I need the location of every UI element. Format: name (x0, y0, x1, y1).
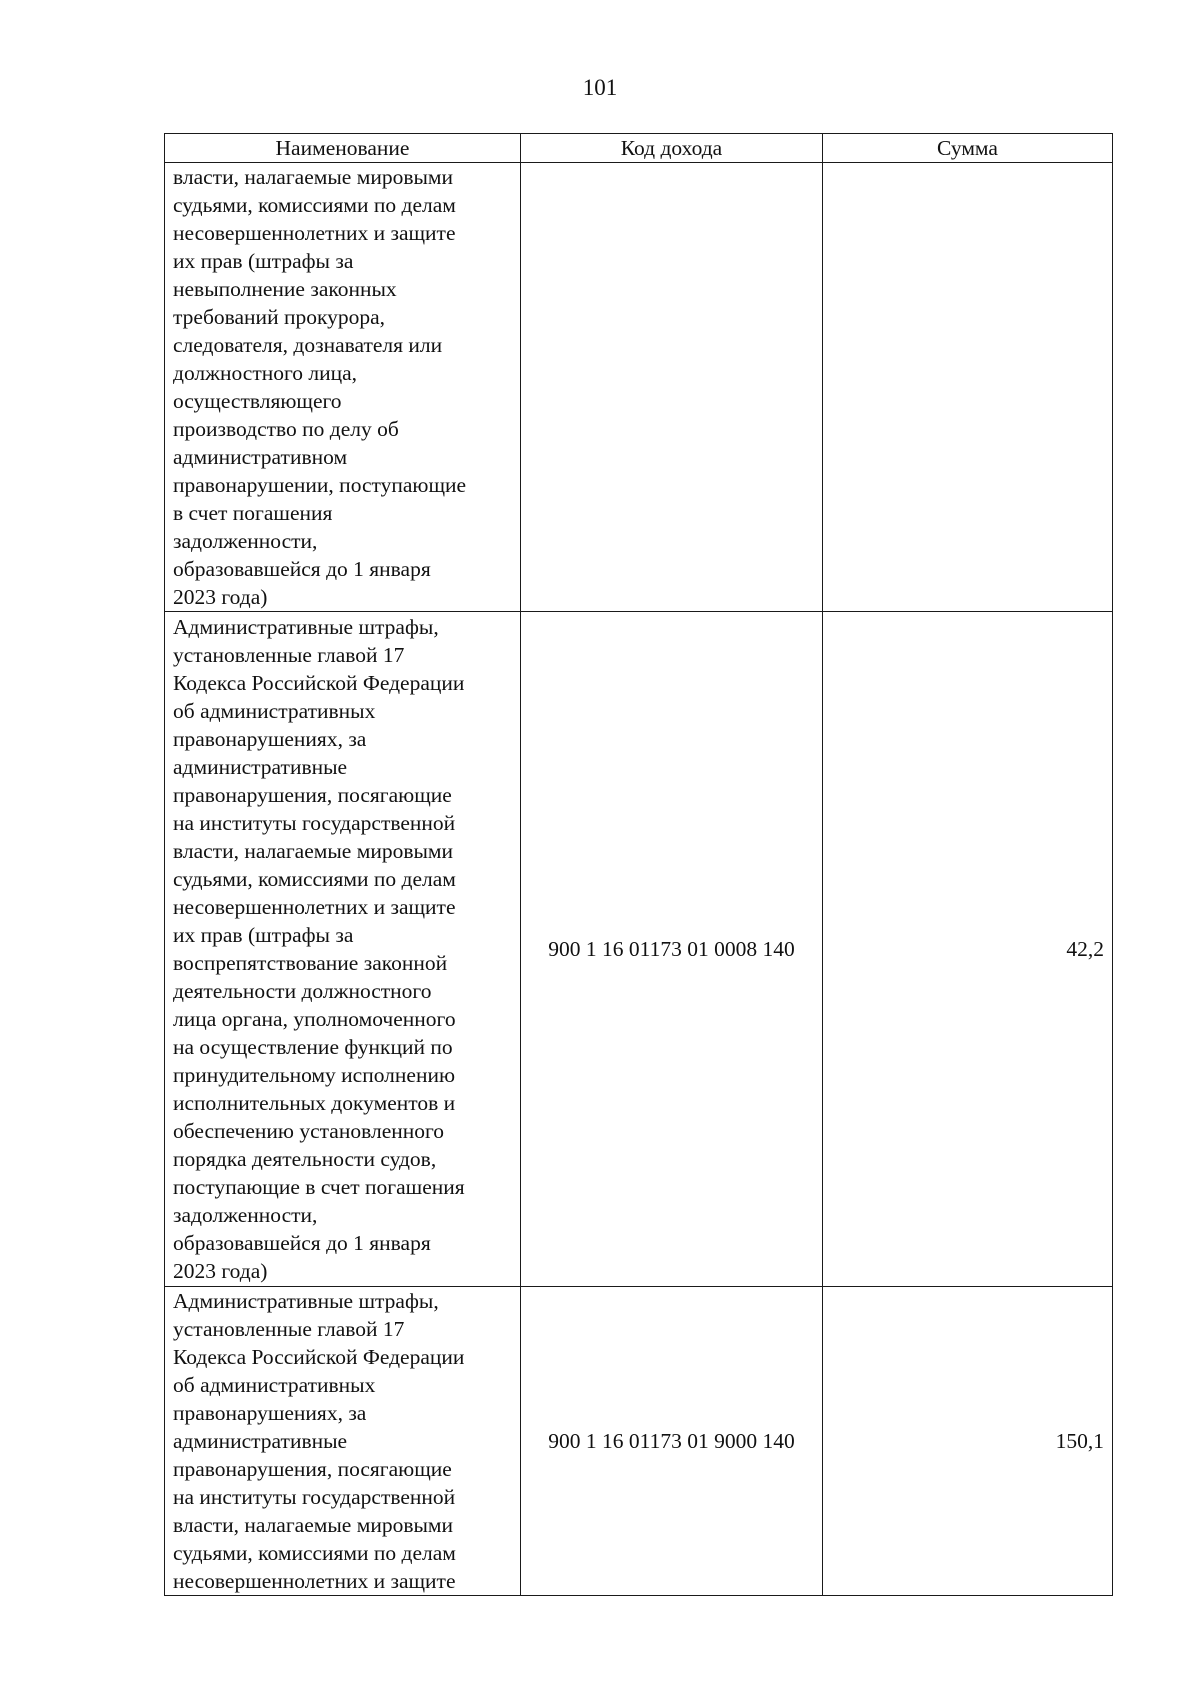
name-text-line: 2023 года) (173, 585, 268, 609)
name-text-line: об административных (173, 699, 376, 723)
row-sum-cell (823, 163, 1113, 612)
row-name-cell (165, 163, 521, 612)
name-text-line: правонарушениях, за (173, 1401, 367, 1425)
name-text-line: Административные штрафы, (173, 615, 439, 639)
name-text-line: правонарушениях, за (173, 727, 367, 751)
row-code-cell: 900 1 16 01173 01 0008 140 (521, 612, 823, 1287)
name-text-line: установленные главой 17 (173, 1317, 405, 1341)
name-text-line: задолженности, (173, 1203, 318, 1227)
header-code: Код дохода (521, 134, 823, 163)
name-text-line: несовершеннолетних и защите (173, 895, 456, 919)
name-text-line: установленные главой 17 (173, 643, 405, 667)
table-row (165, 612, 1113, 1287)
name-text-line: правонарушения, посягающие (173, 783, 452, 807)
name-text-line: принудительному исполнению (173, 1063, 456, 1087)
name-text-line: обеспечению установленного (173, 1119, 445, 1143)
name-text-line: задолженности, (173, 529, 318, 553)
name-text-line: порядка деятельности судов, (173, 1147, 437, 1171)
row-name-cell (165, 612, 521, 1287)
name-text-line: их прав (штрафы за (173, 249, 354, 273)
name-text-line: исполнительных документов и (173, 1091, 456, 1115)
name-text-line: административном (173, 445, 348, 469)
name-text-line: поступающие в счет погашения (173, 1175, 465, 1199)
name-text-line: воспрепятствование законной (173, 951, 448, 975)
header-name: Наименование (165, 134, 521, 163)
row-code-cell: 900 1 16 01173 01 9000 140 (521, 1287, 823, 1596)
name-text-line: осуществляющего (173, 389, 342, 413)
name-text-line: их прав (штрафы за (173, 923, 354, 947)
name-text-line: несовершеннолетних и защите (173, 221, 456, 245)
name-text-line: несовершеннолетних и защите (173, 1569, 456, 1593)
row-name-cell (165, 1287, 521, 1596)
name-text-line: требований прокурора, (173, 305, 386, 329)
table-row (165, 1287, 1113, 1596)
name-text-line: образовавшейся до 1 января (173, 557, 431, 581)
name-text-line: 2023 года) (173, 1259, 268, 1283)
name-text-line: производство по делу об (173, 417, 399, 441)
name-text-line: Административные штрафы, (173, 1289, 439, 1313)
name-text-line: власти, налагаемые мировыми (173, 839, 454, 863)
name-text-line: судьями, комиссиями по делам (173, 193, 456, 217)
name-text-line: деятельности должностного (173, 979, 432, 1003)
name-text-line: следователя, дознавателя или (173, 333, 443, 357)
name-text-line: на институты государственной (173, 811, 456, 835)
row-sum-cell: 150,1 (823, 1287, 1113, 1596)
header-sum: Сумма (823, 134, 1113, 163)
name-text-line: образовавшейся до 1 января (173, 1231, 431, 1255)
name-text-line: власти, налагаемые мировыми (173, 1513, 454, 1537)
name-text-line: судьями, комиссиями по делам (173, 867, 456, 891)
row-sum-cell: 42,2 (823, 612, 1113, 1287)
name-text-line: должностного лица, (173, 361, 358, 385)
page-number: 101 (582, 75, 618, 100)
revenue-table (164, 133, 1113, 1596)
name-text-line: правонарушении, поступающие (173, 473, 467, 497)
name-text-line: на осуществление функций по (173, 1035, 453, 1059)
name-text-line: правонарушения, посягающие (173, 1457, 452, 1481)
table-row (165, 163, 1113, 612)
name-text-line: в счет погашения (173, 501, 333, 525)
name-text-line: административные (173, 1429, 348, 1453)
name-text-line: власти, налагаемые мировыми (173, 165, 454, 189)
name-text-line: судьями, комиссиями по делам (173, 1541, 456, 1565)
name-text-line: об административных (173, 1373, 376, 1397)
table-header-row (165, 134, 1113, 163)
name-text-line: Кодекса Российской Федерации (173, 671, 465, 695)
name-text-line: невыполнение законных (173, 277, 397, 301)
name-text-line: Кодекса Российской Федерации (173, 1345, 465, 1369)
name-text-line: на институты государственной (173, 1485, 456, 1509)
name-text-line: лица органа, уполномоченного (173, 1007, 456, 1031)
name-text-line: административные (173, 755, 348, 779)
row-code-cell (521, 163, 823, 612)
